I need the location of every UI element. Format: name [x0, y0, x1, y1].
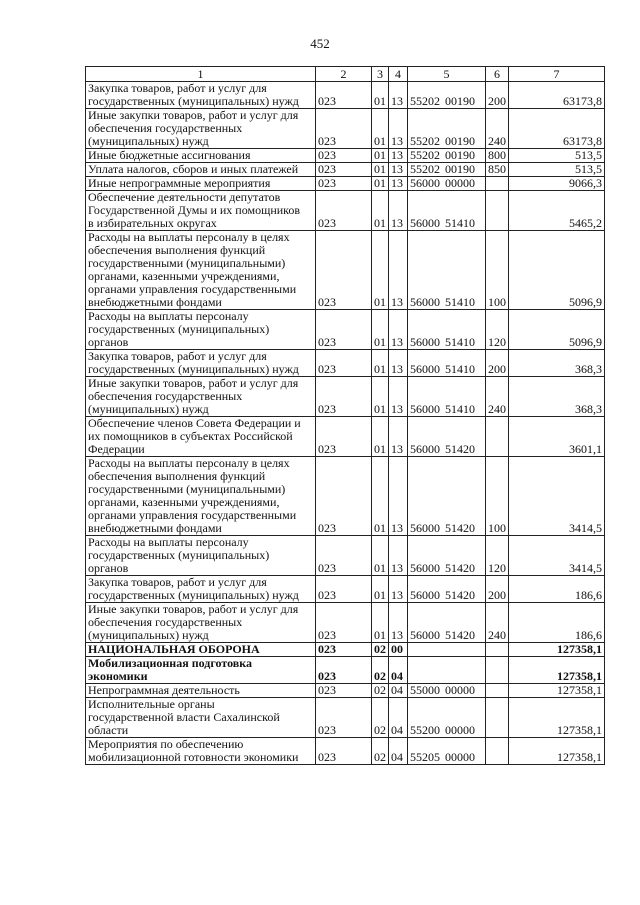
row-admin-code: 023	[316, 377, 372, 417]
row-section: 01	[372, 350, 389, 377]
row-section: 01	[372, 231, 389, 310]
target-article-part: 56000	[410, 521, 440, 535]
table-row	[86, 191, 605, 231]
row-section: 02	[372, 643, 389, 657]
row-amount: 5096,9	[509, 231, 605, 310]
target-article-part: 51410	[445, 295, 475, 309]
row-amount: 186,6	[509, 603, 605, 643]
target-article-part: 56000	[410, 216, 440, 230]
row-amount: 127358,1	[509, 698, 605, 738]
page-number: 452	[310, 36, 330, 51]
row-amount: 5096,9	[509, 310, 605, 350]
row-section: 01	[372, 149, 389, 163]
table-row	[86, 684, 605, 698]
row-amount: 368,3	[509, 350, 605, 377]
row-target-article	[408, 698, 486, 738]
row-admin-code: 023	[316, 231, 372, 310]
row-target-article	[408, 149, 486, 163]
row-amount: 9066,3	[509, 177, 605, 191]
row-admin-code: 023	[316, 149, 372, 163]
target-article-part: 56000	[410, 176, 440, 190]
row-name: Непрограммная деятельность	[86, 684, 316, 698]
row-expense-type	[486, 191, 509, 231]
target-article-part: 56000	[410, 362, 440, 376]
column-header: 6	[486, 67, 509, 82]
row-subsection: 13	[389, 149, 408, 163]
row-subsection: 13	[389, 231, 408, 310]
row-name: Иные закупки товаров, работ и услуг для обеспечения государственных (муниципальных) нужд	[86, 377, 316, 417]
target-article-part: 00190	[445, 148, 475, 162]
target-article-part: 56000	[410, 295, 440, 309]
row-subsection: 13	[389, 82, 408, 109]
row-amount: 127358,1	[509, 657, 605, 684]
row-target-article	[408, 738, 486, 765]
row-admin-code: 023	[316, 457, 372, 536]
target-article-part: 51410	[445, 362, 475, 376]
row-section: 01	[372, 603, 389, 643]
row-admin-code: 023	[316, 417, 372, 457]
row-section: 01	[372, 457, 389, 536]
row-expense-type	[486, 657, 509, 684]
table-row	[86, 457, 605, 536]
row-expense-type: 200	[486, 350, 509, 377]
table-row	[86, 82, 605, 109]
row-subsection: 13	[389, 377, 408, 417]
row-name: Исполнительные органы государственной власти Сахалинской области	[86, 698, 316, 738]
table-row	[86, 109, 605, 149]
row-expense-type	[486, 738, 509, 765]
column-header: 4	[389, 67, 408, 82]
target-article-part: 55200	[410, 723, 440, 737]
row-section: 01	[372, 417, 389, 457]
row-target-article	[408, 109, 486, 149]
row-subsection: 13	[389, 109, 408, 149]
table-row	[86, 698, 605, 738]
table-row	[86, 231, 605, 310]
row-expense-type: 120	[486, 536, 509, 576]
row-target-article	[408, 310, 486, 350]
row-amount: 3414,5	[509, 457, 605, 536]
row-amount: 127358,1	[509, 643, 605, 657]
target-article-part: 00000	[445, 683, 475, 697]
row-expense-type	[486, 177, 509, 191]
row-target-article	[408, 177, 486, 191]
column-header: 3	[372, 67, 389, 82]
row-expense-type	[486, 684, 509, 698]
row-expense-type	[486, 417, 509, 457]
target-article-part: 56000	[410, 335, 440, 349]
target-article-part: 55205	[410, 750, 440, 764]
row-amount: 368,3	[509, 377, 605, 417]
row-subsection: 13	[389, 603, 408, 643]
row-name: Обеспечение деятельности депутатов Государственной Думы и их помощников в избирательных округах	[86, 191, 316, 231]
row-expense-type	[486, 698, 509, 738]
row-target-article	[408, 457, 486, 536]
row-amount: 3414,5	[509, 536, 605, 576]
row-subsection: 13	[389, 163, 408, 177]
table-row	[86, 177, 605, 191]
row-target-article	[408, 231, 486, 310]
target-article-part: 56000	[410, 588, 440, 602]
table-row	[86, 417, 605, 457]
row-admin-code: 023	[316, 191, 372, 231]
row-target-article	[408, 82, 486, 109]
row-subsection: 13	[389, 576, 408, 603]
row-section: 01	[372, 109, 389, 149]
row-section: 01	[372, 576, 389, 603]
row-amount: 513,5	[509, 149, 605, 163]
target-article-part: 00190	[445, 134, 475, 148]
table-row	[86, 350, 605, 377]
row-name: Иные закупки товаров, работ и услуг для обеспечения государственных (муниципальных) нужд	[86, 109, 316, 149]
row-target-article	[408, 163, 486, 177]
row-target-article	[408, 377, 486, 417]
table-row	[86, 149, 605, 163]
row-target-article	[408, 643, 486, 657]
row-subsection: 04	[389, 657, 408, 684]
table-row	[86, 377, 605, 417]
row-expense-type	[486, 643, 509, 657]
row-section: 02	[372, 657, 389, 684]
column-header: 1	[86, 67, 316, 82]
row-target-article	[408, 657, 486, 684]
row-admin-code: 023	[316, 603, 372, 643]
row-section: 02	[372, 684, 389, 698]
row-admin-code: 023	[316, 643, 372, 657]
row-name: Расходы на выплаты персоналу государственных (муниципальных) органов	[86, 310, 316, 350]
row-subsection: 13	[389, 350, 408, 377]
target-article-part: 00000	[445, 176, 475, 190]
row-name: Мероприятия по обеспечению мобилизационной готовности экономики	[86, 738, 316, 765]
table-row	[86, 536, 605, 576]
row-expense-type: 100	[486, 231, 509, 310]
row-subsection: 13	[389, 310, 408, 350]
row-name: Иные непрограммные мероприятия	[86, 177, 316, 191]
row-expense-type: 240	[486, 109, 509, 149]
row-admin-code: 023	[316, 576, 372, 603]
row-subsection: 13	[389, 191, 408, 231]
row-target-article	[408, 684, 486, 698]
row-amount: 5465,2	[509, 191, 605, 231]
row-admin-code: 023	[316, 698, 372, 738]
table-row	[86, 603, 605, 643]
row-amount: 513,5	[509, 163, 605, 177]
row-expense-type: 200	[486, 82, 509, 109]
row-admin-code: 023	[316, 82, 372, 109]
row-expense-type: 850	[486, 163, 509, 177]
row-admin-code: 023	[316, 684, 372, 698]
row-admin-code: 023	[316, 657, 372, 684]
row-name: Иные бюджетные ассигнования	[86, 149, 316, 163]
target-article-part: 56000	[410, 442, 440, 456]
row-section: 01	[372, 191, 389, 231]
row-target-article	[408, 350, 486, 377]
row-subsection: 04	[389, 684, 408, 698]
row-subsection: 00	[389, 643, 408, 657]
row-expense-type: 120	[486, 310, 509, 350]
row-admin-code: 023	[316, 738, 372, 765]
target-article-part: 55202	[410, 148, 440, 162]
table-row	[86, 643, 605, 657]
table-row	[86, 576, 605, 603]
row-subsection: 13	[389, 536, 408, 576]
row-section: 01	[372, 163, 389, 177]
row-name: Обеспечение членов Совета Федерации и их помощников в субъектах Российской Федерации	[86, 417, 316, 457]
row-name: НАЦИОНАЛЬНАЯ ОБОРОНА	[86, 643, 316, 657]
row-section: 01	[372, 310, 389, 350]
row-name: Уплата налогов, сборов и иных платежей	[86, 163, 316, 177]
row-section: 01	[372, 377, 389, 417]
target-article-part: 51410	[445, 335, 475, 349]
target-article-part: 51420	[445, 588, 475, 602]
column-header: 2	[316, 67, 372, 82]
row-name: Расходы на выплаты персоналу в целях обеспечения выполнения функций государственными (муниципальными) органами, казенными учреждениями, органами управления государственными внебюджетными фондами	[86, 457, 316, 536]
row-name: Закупка товаров, работ и услуг для государственных (муниципальных) нужд	[86, 350, 316, 377]
row-expense-type: 240	[486, 603, 509, 643]
row-section: 02	[372, 738, 389, 765]
target-article-part: 55202	[410, 94, 440, 108]
column-header: 7	[509, 67, 605, 82]
row-name: Расходы на выплаты персоналу в целях обеспечения выполнения функций государственными (муниципальными) органами, казенными учреждениями, органами управления государственными внебюджетными фондами	[86, 231, 316, 310]
row-admin-code: 023	[316, 310, 372, 350]
row-subsection: 13	[389, 177, 408, 191]
row-expense-type: 200	[486, 576, 509, 603]
row-expense-type: 800	[486, 149, 509, 163]
target-article-part: 55202	[410, 162, 440, 176]
table-row	[86, 657, 605, 684]
target-article-part: 56000	[410, 561, 440, 575]
row-amount: 63173,8	[509, 109, 605, 149]
row-name: Закупка товаров, работ и услуг для государственных (муниципальных) нужд	[86, 576, 316, 603]
row-admin-code: 023	[316, 163, 372, 177]
target-article-part: 51420	[445, 628, 475, 642]
row-admin-code: 023	[316, 109, 372, 149]
row-amount: 127358,1	[509, 738, 605, 765]
row-name: Закупка товаров, работ и услуг для государственных (муниципальных) нужд	[86, 82, 316, 109]
row-subsection: 04	[389, 698, 408, 738]
target-article-part: 00000	[445, 750, 475, 764]
target-article-part: 55000	[410, 683, 440, 697]
target-article-part: 00190	[445, 162, 475, 176]
table-body	[86, 82, 605, 765]
row-subsection: 04	[389, 738, 408, 765]
target-article-part: 51410	[445, 402, 475, 416]
target-article-part: 00190	[445, 94, 475, 108]
row-section: 01	[372, 82, 389, 109]
table-row	[86, 738, 605, 765]
row-subsection: 13	[389, 457, 408, 536]
row-section: 01	[372, 536, 389, 576]
target-article-part: 56000	[410, 402, 440, 416]
row-target-article	[408, 417, 486, 457]
table-header-row	[86, 67, 605, 82]
row-target-article	[408, 536, 486, 576]
row-amount: 186,6	[509, 576, 605, 603]
target-article-part: 55202	[410, 134, 440, 148]
target-article-part: 51420	[445, 442, 475, 456]
row-section: 01	[372, 177, 389, 191]
row-expense-type: 240	[486, 377, 509, 417]
row-admin-code: 023	[316, 177, 372, 191]
row-name: Расходы на выплаты персоналу государственных (муниципальных) органов	[86, 536, 316, 576]
row-target-article	[408, 603, 486, 643]
target-article-part: 51410	[445, 216, 475, 230]
row-target-article	[408, 191, 486, 231]
budget-table	[85, 66, 605, 765]
table-row	[86, 163, 605, 177]
column-header: 5	[408, 67, 486, 82]
row-admin-code: 023	[316, 350, 372, 377]
row-section: 02	[372, 698, 389, 738]
row-subsection: 13	[389, 417, 408, 457]
row-amount: 127358,1	[509, 684, 605, 698]
row-admin-code: 023	[316, 536, 372, 576]
row-target-article	[408, 576, 486, 603]
target-article-part: 51420	[445, 561, 475, 575]
target-article-part: 51420	[445, 521, 475, 535]
target-article-part: 56000	[410, 628, 440, 642]
row-expense-type: 100	[486, 457, 509, 536]
row-amount: 3601,1	[509, 417, 605, 457]
row-name: Мобилизационная подготовка экономики	[86, 657, 316, 684]
row-name: Иные закупки товаров, работ и услуг для обеспечения государственных (муниципальных) нужд	[86, 603, 316, 643]
row-amount: 63173,8	[509, 82, 605, 109]
target-article-part: 00000	[445, 723, 475, 737]
table-row	[86, 310, 605, 350]
